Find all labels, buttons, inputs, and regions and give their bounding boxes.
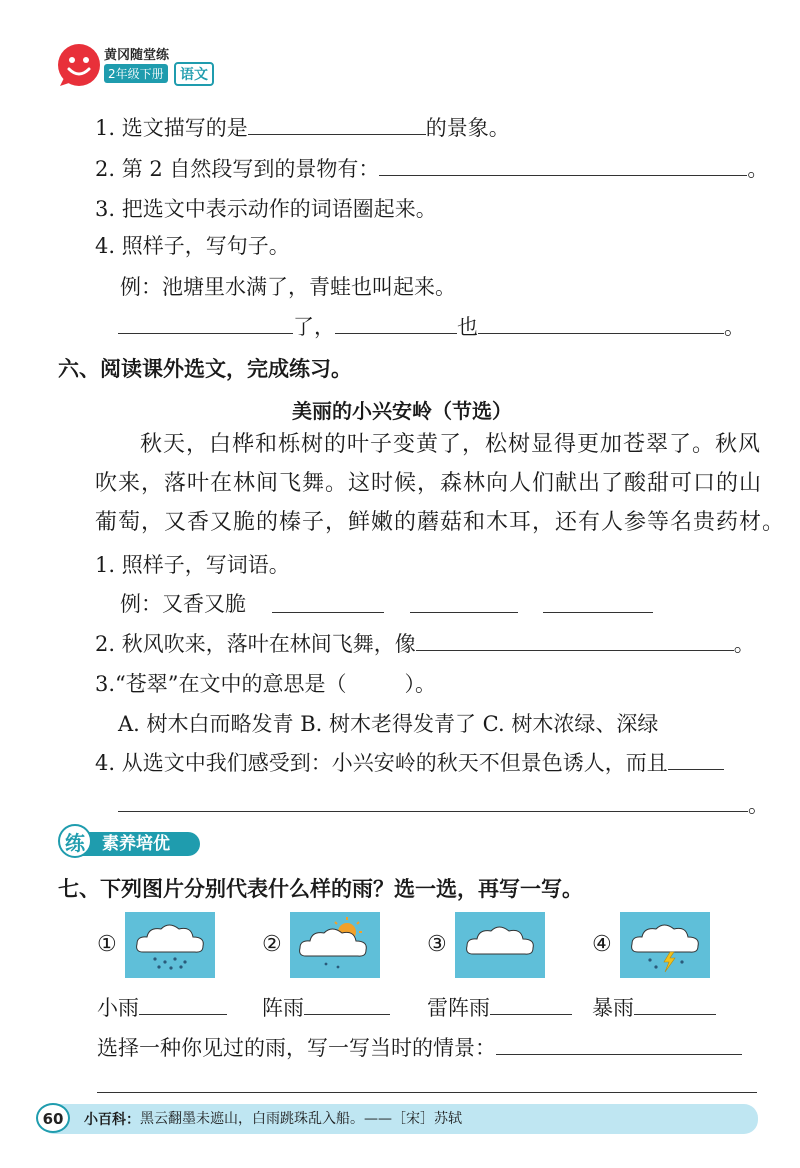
q4-blank-3[interactable] [478,313,724,334]
q4-fill-text-1: 了， [293,315,335,339]
pic-num-1: ① [97,932,117,957]
q4-blank-2[interactable] [335,313,457,334]
label-heavy-rain-text: 暴雨 [592,996,634,1020]
p6-q2-line [95,630,755,658]
section-badge [58,824,208,860]
p6-q1: 1. 照样子，写词语。 [95,553,290,577]
pic-num-3: ③ [427,932,447,957]
q4-fill-text-2: 也 [457,315,478,339]
footer-quote: 黑云翻墨未遮山，白雨跳珠乱入船。——［宋］苏轼 [140,1111,462,1127]
p6-q1-blank-3[interactable] [543,592,653,613]
rain-picture-3 [455,912,545,978]
p6-q4-line [95,749,724,777]
label-shower [262,992,390,1022]
label-light-rain [97,992,227,1022]
p6-q1-example: 例：又香又脆 [120,592,246,616]
heavy-rain-blank[interactable] [634,994,716,1015]
smiley-icon [56,42,102,88]
q2-blank[interactable] [379,155,747,176]
q4-period: 。 [724,315,745,339]
header-logo [56,42,236,90]
storm-cloud-icon [620,912,710,978]
p6-q2-blank[interactable] [416,630,734,651]
label-light-rain-text: 小雨 [97,996,139,1020]
section-badge-label: 素养培优 [102,834,170,854]
p6-q1-blank-2[interactable] [410,592,518,613]
section-badge-char: 练 [58,824,92,858]
q1-text: 1. 选文描写的是 [95,116,248,140]
light-rain-cloud-icon [125,912,215,978]
label-thunderstorm-text: 雷阵雨 [427,996,490,1020]
q1-line [95,114,510,142]
subject-badge: 语文 [174,62,214,86]
p7-prompt: 选择一种你见过的雨，写一写当时的情景： [97,1036,496,1060]
q1-text-post: 的景象。 [425,116,510,140]
pic-num-4: ④ [592,932,612,957]
p6-q4-text: 4. 从选文中我们感受到：小兴安岭的秋天不但景色诱人，而且 [95,751,668,775]
q4-blank-1[interactable] [118,313,293,334]
p6-q3-text: 3.“苍翠”在文中的意思是（ [95,672,347,696]
q2-line [95,155,768,183]
q2-period: 。 [747,157,769,181]
grade-badge: 2年级下册 [104,64,168,83]
part6-heading: 六、阅读课外选文，完成练习。 [58,357,352,381]
p6-q3-text-post: ）。 [404,672,437,696]
passage-line-3: 葡萄，又香又脆的榛子，鲜嫩的蘑菇和木耳，还有人参等名贵药材。 [95,510,786,535]
p6-q3-options: A. 树木白而略发青 B. 树木老得发青了 C. 树木浓绿、深绿 [118,712,659,736]
shower-sun-cloud-icon [290,912,380,978]
p6-q4-blank-2[interactable] [118,791,748,812]
q4-example: 例：池塘里水满了，青蛙也叫起来。 [120,275,456,299]
p7-prompt-blank[interactable] [496,1034,742,1055]
p7-writing-line[interactable] [97,1092,757,1093]
q2-text: 2. 第 2 自然段写到的景物有： [95,157,380,181]
p6-q1-example-line [120,590,246,618]
shower-blank[interactable] [304,994,390,1015]
q4-fill-line [118,313,745,341]
light-rain-blank[interactable] [139,994,227,1015]
p6-q2-text: 2. 秋风吹来，落叶在林间飞舞，像 [95,632,416,656]
passage-line-2: 吹来，落叶在林间飞舞。这时候，森林向人们献出了酸甜可口的山 [95,471,763,496]
q3-line: 3. 把选文中表示动作的词语圈起来。 [95,197,437,221]
p6-q4-cont-line [118,791,769,819]
p6-q3-line [95,670,436,698]
p7-prompt-line [97,1034,742,1062]
thunder-rain-cloud-icon [455,912,545,978]
q1-blank[interactable] [248,114,426,135]
thunderstorm-blank[interactable] [490,994,572,1015]
page-number: 60 [36,1103,70,1133]
label-thunderstorm [427,992,572,1022]
p6-q4-blank[interactable] [668,749,724,770]
p6-q2-period: 。 [733,632,755,656]
rain-picture-2 [290,912,380,978]
rain-picture-1 [125,912,215,978]
p6-q4-period: 。 [748,793,769,817]
label-shower-text: 阵雨 [262,996,304,1020]
q4-line: 4. 照样子，写句子。 [95,234,290,258]
pic-num-2: ② [262,932,282,957]
series-title: 黄冈随堂练 [104,48,170,63]
part7-heading: 七、下列图片分别代表什么样的雨？选一选，再写一写。 [58,877,583,901]
passage-line-1: 秋天，白桦和栎树的叶子变黄了，松树显得更加苍翠了。秋风 [140,432,762,457]
label-heavy-rain [592,992,716,1022]
footer-label: 小百科： [84,1112,140,1128]
passage-title: 美丽的小兴安岭（节选） [292,399,512,423]
p6-q1-blank-1[interactable] [272,592,384,613]
rain-picture-4 [620,912,710,978]
